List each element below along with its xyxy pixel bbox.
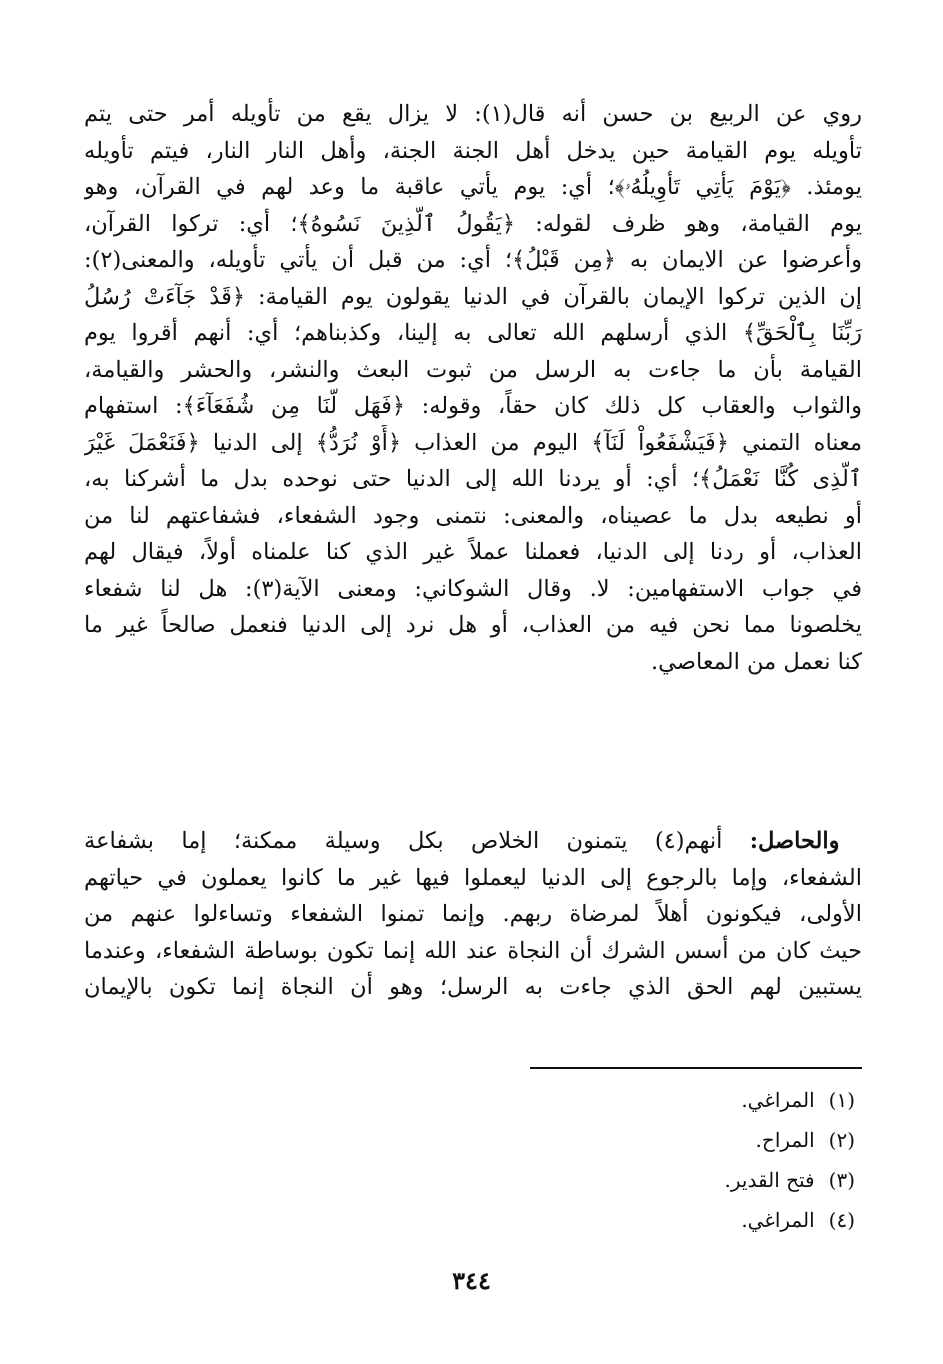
text-line: يوم القيامة، وهو ظرف لقوله: ﴿يَقُولُ ٱلَّذِينَ نَسُوهُ﴾؛ أي: تركوا القرآن، bbox=[84, 210, 862, 237]
page-number: ٣٤٤ bbox=[452, 1266, 491, 1295]
paragraph-summary bbox=[84, 823, 862, 1006]
footnote-text: المراح. bbox=[755, 1128, 815, 1152]
text-line: حيث كان من أسس الشرك أن النجاة عند الله إنما تكون بوساطة الشفعاء، وعندما bbox=[84, 937, 862, 964]
footnote-item bbox=[500, 1120, 855, 1160]
text-line: الأولى، فيكونون أهلاً لمرضاة ربهم. وإنما تمنوا الشفعاء وتساءلوا عنهم من bbox=[84, 901, 862, 927]
footnote-item bbox=[500, 1080, 855, 1120]
footnote-number: (٣) bbox=[828, 1168, 855, 1192]
footnote-number: (٤) bbox=[828, 1208, 855, 1232]
footnote-text: المراغي. bbox=[741, 1208, 815, 1232]
footnote-item bbox=[500, 1160, 855, 1200]
text-line: وأعرضوا عن الايمان به ﴿مِن قَبْلُ﴾؛ أي: من قبل أن يأتي تأويله، والمعنى(٢): bbox=[84, 247, 862, 273]
text-line: معناه التمني ﴿فَيَشْفَعُواْ لَنَآ﴾ اليوم من العذاب ﴿أَوْ نُرَدُّ﴾ إلى الدنيا ﴿فَنَعْمَلَ غَيْرَ bbox=[84, 429, 862, 456]
text-line-content: أنهم(٤) يتمنون الخلاص بكل وسيلة ممكنة؛ إما بشفاعة bbox=[84, 828, 723, 854]
text-line: رَبِّنَا بِٱلْحَقِّ﴾ الذي أرسلهم الله تعالى به إلينا، وكذبناهم؛ أي: أنهم أقروا يوم bbox=[84, 320, 862, 346]
footnotes bbox=[500, 1080, 855, 1240]
text-line: أو نطيعه بدل ما عصيناه، والمعنى: نتمنى وجود الشفعاء، فشفاعتهم لنا من bbox=[84, 502, 862, 529]
text-line: ٱلَّذِى كُنَّا نَعْمَلُ﴾؛ أي: أو يردنا الله إلى الدنيا حتى نوحده بدل ما أشركنا به، bbox=[84, 466, 862, 492]
text-line: يستبين لهم الحق الذي جاءت به الرسل؛ وهو أن النجاة إنما تكون بالإيمان bbox=[84, 974, 862, 1000]
summary-lead: والحاصل: bbox=[749, 828, 840, 854]
text-line: إن الذين تركوا الإيمان بالقرآن في الدنيا يقولون يوم القيامة: ﴿قَدْ جَآءَتْ رُسُلُ bbox=[84, 283, 862, 310]
text-line: القيامة بأن ما جاءت به الرسل من ثبوت البعث والنشر، والحشر والقيامة، bbox=[84, 356, 862, 383]
text-line: والثواب والعقاب كل ذلك كان حقاً، وقوله: ﴿فَهَل لَّنَا مِن شُفَعَآءَ﴾: استفهام bbox=[84, 393, 862, 419]
text-line: تأويله يوم القيامة حين يدخل أهل الجنة الجنة، وأهل النار النار، فيتم تأويله bbox=[84, 137, 862, 164]
footnote-text: فتح القدير. bbox=[724, 1168, 815, 1192]
paragraph-main bbox=[84, 96, 862, 680]
text-line bbox=[84, 823, 862, 860]
footnote-item bbox=[500, 1200, 855, 1240]
text-line: يومئذ. ﴿يَوْمَ يَأْتِي تَأْوِيلُهُۥ﴾؛ أي: يوم يأتي عاقبة ما وعد لهم في القرآن، وهو bbox=[84, 174, 862, 200]
text-line: في جواب الاستفهامين: لا. وقال الشوكاني: ومعنى الآية(٣): هل لنا شفعاء bbox=[84, 575, 862, 602]
footnote-number: (٢) bbox=[828, 1128, 855, 1152]
text-line: العذاب، أو ردنا إلى الدنيا، فعملنا عملاً غير الذي كنا علمناه أولاً، فيقال لهم bbox=[84, 539, 862, 565]
footnote-number: (١) bbox=[828, 1088, 855, 1112]
text-line: روي عن الربيع بن حسن أنه قال(١): لا يزال يقع من تأويله أمر حتى يتم bbox=[84, 101, 862, 127]
footnote-separator bbox=[530, 1067, 862, 1069]
text-line: كنا نعمل من المعاصي. bbox=[651, 648, 862, 675]
text-line: الشفعاء، وإما بالرجوع إلى الدنيا ليعملوا فيها غير ما كانوا يعملون في حياتهم bbox=[84, 864, 862, 891]
text-line: يخلصونا مما نحن فيه من العذاب، أو هل نرد إلى الدنيا فنعمل صالحاً غير ما bbox=[84, 612, 862, 638]
footnote-text: المراغي. bbox=[741, 1088, 815, 1112]
